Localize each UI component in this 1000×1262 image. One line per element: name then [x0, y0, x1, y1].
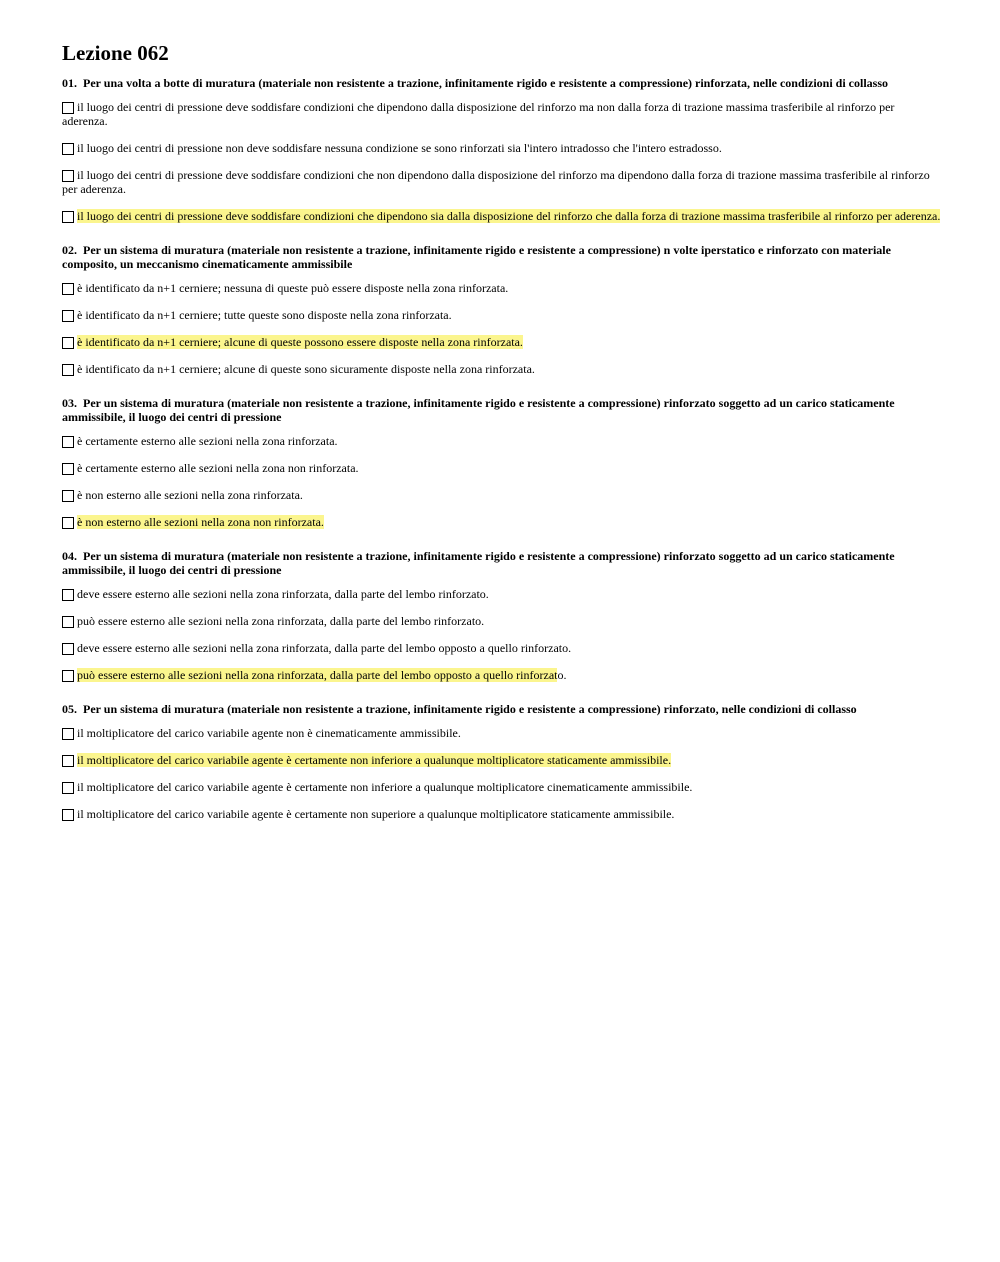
answer-text: è certamente esterno alle sezioni nella zona non rinforzata. — [77, 461, 359, 475]
answer-checkbox[interactable] — [62, 143, 74, 155]
answer-checkbox[interactable] — [62, 728, 74, 740]
answer-text: il moltiplicatore del carico variabile agente è certamente non superiore a qualunque moltiplicatore staticamente ammissibile. — [77, 807, 675, 821]
question-number: 04. — [62, 549, 77, 563]
answer-option[interactable] — [62, 641, 942, 655]
answer-checkbox[interactable] — [62, 616, 74, 628]
answer-checkbox[interactable] — [62, 283, 74, 295]
question-prompt: Per un sistema di muratura (materiale non resistente a trazione, infinitamente rigido e resistente a compressione) rinforzato soggetto ad un carico staticamente ammissibile, il luogo dei centri di pressione — [62, 396, 895, 424]
answer-text: il moltiplicatore del carico variabile agente non è cinematicamente ammissibile. — [77, 726, 461, 740]
question-number: 05. — [62, 702, 77, 716]
answer-checkbox[interactable] — [62, 670, 74, 682]
answer-option[interactable] — [62, 780, 942, 794]
answer-text-tail: o. — [557, 668, 567, 682]
answer-text: è identificato da n+1 cerniere; tutte queste sono disposte nella zona rinforzata. — [77, 308, 452, 322]
answer-text: il luogo dei centri di pressione non deve soddisfare nessuna condizione se sono rinforzati sia l'intero intradosso che l'intero estradosso. — [77, 141, 722, 155]
answer-option[interactable] — [62, 668, 942, 682]
question-number: 02. — [62, 243, 77, 257]
answer-text: può essere esterno alle sezioni nella zona rinforzata, dalla parte del lembo opposto a quello rinforzat — [77, 668, 558, 682]
question-2 — [62, 243, 942, 376]
question-text — [62, 243, 942, 271]
answer-option[interactable] — [62, 141, 942, 155]
question-1 — [62, 76, 942, 223]
answer-checkbox[interactable] — [62, 809, 74, 821]
answer-option[interactable] — [62, 168, 942, 196]
answer-checkbox[interactable] — [62, 211, 74, 223]
answer-option[interactable] — [62, 587, 942, 601]
answer-option[interactable] — [62, 461, 942, 475]
question-text — [62, 76, 942, 90]
answer-option[interactable] — [62, 753, 942, 767]
answer-option[interactable] — [62, 434, 942, 448]
answer-checkbox[interactable] — [62, 643, 74, 655]
answer-text: il moltiplicatore del carico variabile agente è certamente non inferiore a qualunque moltiplicatore cinematicamente ammissibile. — [77, 780, 693, 794]
quiz-page — [62, 40, 942, 841]
answer-checkbox[interactable] — [62, 102, 74, 114]
question-prompt: Per un sistema di muratura (materiale non resistente a trazione, infinitamente rigido e resistente a compressione) n volte iperstatico e rinforzato con materiale composito, un meccanismo cinematicamente ammissibile — [62, 243, 891, 271]
answer-text: è certamente esterno alle sezioni nella zona rinforzata. — [77, 434, 338, 448]
question-text — [62, 396, 942, 424]
answer-option[interactable] — [62, 335, 942, 349]
answer-checkbox[interactable] — [62, 589, 74, 601]
answer-option[interactable] — [62, 281, 942, 295]
answer-checkbox[interactable] — [62, 517, 74, 529]
answer-option[interactable] — [62, 308, 942, 322]
question-list — [62, 76, 942, 821]
answer-checkbox[interactable] — [62, 310, 74, 322]
lesson-title: Lezione 062 — [62, 41, 169, 65]
answer-checkbox[interactable] — [62, 490, 74, 502]
question-text — [62, 549, 942, 577]
answer-option[interactable] — [62, 488, 942, 502]
question-number: 03. — [62, 396, 77, 410]
answer-option[interactable] — [62, 614, 942, 628]
answer-checkbox[interactable] — [62, 463, 74, 475]
answer-checkbox[interactable] — [62, 782, 74, 794]
answer-option[interactable] — [62, 515, 942, 529]
question-5 — [62, 702, 942, 821]
answer-checkbox[interactable] — [62, 364, 74, 376]
answer-option[interactable] — [62, 100, 942, 128]
question-prompt: Per un sistema di muratura (materiale non resistente a trazione, infinitamente rigido e resistente a compressione) rinforzato, nelle condizioni di collasso — [83, 702, 857, 716]
answer-text: è identificato da n+1 cerniere; nessuna di queste può essere disposte nella zona rinforzata. — [77, 281, 509, 295]
answer-option[interactable] — [62, 726, 942, 740]
answer-text: è non esterno alle sezioni nella zona rinforzata. — [77, 488, 303, 502]
answer-checkbox[interactable] — [62, 170, 74, 182]
question-3 — [62, 396, 942, 529]
answer-text: deve essere esterno alle sezioni nella zona rinforzata, dalla parte del lembo rinforzato. — [77, 587, 489, 601]
answer-text: il moltiplicatore del carico variabile agente è certamente non inferiore a qualunque moltiplicatore staticamente ammissibile. — [77, 753, 672, 767]
answer-text: è non esterno alle sezioni nella zona non rinforzata. — [77, 515, 324, 529]
question-text — [62, 702, 942, 716]
answer-text: il luogo dei centri di pressione deve soddisfare condizioni che dipendono dalla disposizione del rinforzo ma non dalla forza di trazione massima trasferibile al rinforzo per aderenza. — [62, 100, 895, 128]
question-number: 01. — [62, 76, 77, 90]
answer-text: il luogo dei centri di pressione deve soddisfare condizioni che dipendono sia dalla disposizione del rinforzo che dalla forza di trazione massima trasferibile al rinforzo per aderenza. — [77, 209, 941, 223]
answer-text: deve essere esterno alle sezioni nella zona rinforzata, dalla parte del lembo opposto a quello rinforzato. — [77, 641, 572, 655]
answer-checkbox[interactable] — [62, 436, 74, 448]
answer-option[interactable] — [62, 209, 942, 223]
question-prompt: Per un sistema di muratura (materiale non resistente a trazione, infinitamente rigido e resistente a compressione) rinforzato soggetto ad un carico staticamente ammissibile, il luogo dei centri di pressione — [62, 549, 895, 577]
answer-checkbox[interactable] — [62, 337, 74, 349]
answer-checkbox[interactable] — [62, 755, 74, 767]
answer-option[interactable] — [62, 807, 942, 821]
answer-text: può essere esterno alle sezioni nella zona rinforzata, dalla parte del lembo rinforzato. — [77, 614, 485, 628]
question-4 — [62, 549, 942, 682]
answer-text: il luogo dei centri di pressione deve soddisfare condizioni che non dipendono dalla disposizione del rinforzo ma dipendono dalla forza di trazione massima trasferibile al rinforzo per aderenza. — [62, 168, 930, 196]
answer-text: è identificato da n+1 cerniere; alcune di queste possono essere disposte nella zona rinforzata. — [77, 335, 523, 349]
answer-option[interactable] — [62, 362, 942, 376]
question-prompt: Per una volta a botte di muratura (materiale non resistente a trazione, infinitamente rigido e resistente a compressione) rinforzata, nelle condizioni di collasso — [83, 76, 889, 90]
answer-text: è identificato da n+1 cerniere; alcune di queste sono sicuramente disposte nella zona rinforzata. — [77, 362, 535, 376]
